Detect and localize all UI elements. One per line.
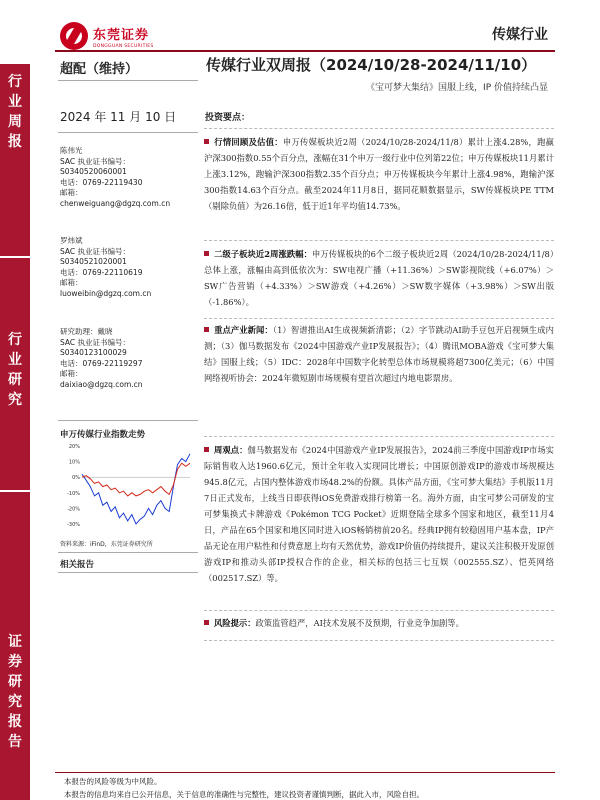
analyst-phone: 电话：0769-22110619 <box>60 267 143 277</box>
bullet-text: 申万传媒板块近2周（2024/10/28-2024/11/8）累计上涨4.28%，跑赢沪深300指数0.55个百分点，涨幅在31个申万一级行业中位列第22位；申万传媒板块11月累计上涨3.12%，跑输沪深300指数2.35个百分点；申万传媒板块今年累计上涨4.98%，跑输沪深300指数14.63个百分点。截至2024年11月8日，据同花顺数据显示，SW传媒板块PE TTM（剔除负值）为26.16倍，低于近1年平均值14.73%。 <box>204 137 554 211</box>
company-logo <box>60 22 154 50</box>
bullet-text: （1）智谱推出AI生成视频新清影；（2）字节跳动AI助手豆包开启视频生成内测；（3）伽马数据发布《2024中国游戏产业IP发展报告》；（4）腾讯MOBA游戏《宝可梦大集结》国服上线；（5）IDC：2028年中国数字化转型总体市场规模将超7300亿美元；（6）中国网络视听协会：2024年微短剧市场规模有望首次超过内地电影票房。 <box>204 325 554 383</box>
sidebar-tag-industry-research <box>0 258 30 490</box>
related-divider <box>58 552 198 553</box>
section-divider <box>204 240 554 241</box>
analyst-name: 陈伟光 <box>60 146 83 155</box>
sidebar-char: 券 <box>8 654 22 670</box>
sidebar-char: 行 <box>8 74 22 90</box>
bullet-label: 二级子板块近2周涨跌幅： <box>214 249 312 259</box>
sidebar-char: 研 <box>8 674 22 690</box>
chart-title: 申万传媒行业指数走势 <box>60 430 146 440</box>
analyst-email[interactable]: chenweiguang@dgzq.com.cn <box>60 198 171 208</box>
related-underline <box>58 572 198 573</box>
sidebar-char: 究 <box>8 694 22 710</box>
sidebar-char: 业 <box>8 352 22 368</box>
section-divider <box>204 318 554 319</box>
analyst-cert-label: SAC 执业证书编号： <box>60 156 131 166</box>
industry-label: 传媒行业 <box>492 27 548 43</box>
page-title: 传媒行业双周报（2024/10/28-2024/11/10） <box>206 56 537 74</box>
analyst-email[interactable]: luoweibin@dgzq.com.cn <box>60 288 152 298</box>
rating-divider <box>58 80 198 81</box>
chart-divider <box>58 420 198 421</box>
bullet-square-icon <box>204 620 209 625</box>
footer-risk-level: 本报告的风险等级为中风险。 <box>64 777 162 786</box>
analyst-cert-label: SAC 执业证书编号： <box>60 337 131 347</box>
analyst-block <box>60 327 143 390</box>
bullet-square-icon <box>204 327 209 332</box>
analyst-email-label: 邮箱： <box>60 188 83 197</box>
sidebar-char: 报 <box>8 714 22 730</box>
analyst-block <box>60 146 170 209</box>
sidebar-char: 周 <box>8 114 22 130</box>
section-divider <box>204 610 554 611</box>
bullet-label: 重点产业新闻： <box>214 325 273 335</box>
bullet-text: 申万传媒板块的6个二级子板块近2周（2024/10/28-2024/11/8）总体上涨，涨幅由高到低依次为：SW电视广播（+11.36%）＞SW影视院线（+6.07%）＞SW广告营销（+4.33%）＞SW游戏（+4.26%）＞SW数字媒体（+3.98%）＞SW出版（-1.86%）。 <box>204 249 555 307</box>
analyst-cert: S0340521020001 <box>60 257 127 266</box>
analyst-email-label: 邮箱： <box>60 278 83 287</box>
analyst-name: 罗炜斌 <box>60 236 83 245</box>
rating: 超配（维持） <box>60 62 139 77</box>
date-divider <box>58 132 198 133</box>
sidebar-char: 证 <box>8 634 22 650</box>
bullet-weekly-view <box>204 442 554 586</box>
bullet-square-icon <box>204 447 209 452</box>
bullet-square-icon <box>204 139 209 144</box>
logo-text-cn: 东莞证券 <box>93 27 150 43</box>
logo-text-en: DONGGUAN SECURITIES <box>93 43 154 49</box>
bullet-label: 周观点： <box>214 445 248 455</box>
key-points-heading: 投资要点： <box>205 113 251 123</box>
series-line-沪深300 <box>82 463 190 496</box>
y-tick-label: -30% <box>67 522 80 528</box>
chart-svg <box>60 442 195 538</box>
sidebar-tag-weekly <box>0 64 30 256</box>
bullet-sub-sector <box>204 246 554 310</box>
header-divider <box>55 50 555 52</box>
sidebar-char: 研 <box>8 372 22 388</box>
footer-disclaimer: 本报告的信息均来自已公开信息，关于信息的准确性与完整性，建议投资者谨慎判断，据此入市，风险自担。 <box>64 790 424 799</box>
analyst-cert: S0340123100029 <box>60 348 127 357</box>
analyst-email[interactable]: daixiao@dgzq.com.cn <box>60 379 143 389</box>
series-line-申万传媒 <box>82 454 190 524</box>
y-tick-label: 10% <box>68 459 80 466</box>
y-tick-label: -20% <box>67 506 80 513</box>
page-subtitle: 《宝可梦大集结》国服上线，IP 价值持续凸显 <box>366 83 548 93</box>
sidebar-char: 告 <box>8 734 22 750</box>
logo-mark-icon <box>60 22 88 50</box>
analyst-phone: 电话：0769-22119430 <box>60 177 143 187</box>
section-divider <box>204 640 554 641</box>
analyst-email-label: 邮箱： <box>60 369 83 378</box>
report-date: 2024 年 11 月 10 日 <box>60 110 177 124</box>
index-trend-chart <box>60 442 195 538</box>
section-divider <box>204 436 554 437</box>
chart-source: 资料来源：iFinD，东莞证券研究所 <box>60 541 153 548</box>
analyst-block <box>60 236 151 299</box>
sidebar-char: 究 <box>8 392 22 408</box>
y-tick-label: -10% <box>67 490 80 497</box>
section-divider <box>204 128 554 129</box>
bullet-market-review <box>204 134 554 214</box>
analyst-name: 研究助理：戴晓 <box>60 327 113 336</box>
y-tick-label: 0% <box>72 475 80 482</box>
sidebar-char: 业 <box>8 94 22 110</box>
y-tick-label: 20% <box>68 444 80 450</box>
bullet-text: 政策监管趋严，AI技术发展不及预期，行业竞争加剧等。 <box>255 618 464 628</box>
related-reports-heading: 相关报告 <box>60 560 95 570</box>
bullet-industry-news <box>204 322 554 386</box>
bullet-label: 风险提示： <box>214 618 256 628</box>
sidebar-char: 行 <box>8 332 22 348</box>
bullet-text: 伽马数据发布《2024中国游戏产业IP发展报告》，2024前三季度中国游戏IP市场实际销售收入达1960.6亿元，预计全年收入实现同比增长；中国原创游戏IP的游戏市场规模达945.8亿元，占国内整体游戏市场48.2%的份额。具体产品方面，《宝可梦大集结》手机版11月7日正式发布，上线当日即获得iOS免费游戏排行榜第一名。海外方面，由宝可梦公司研发的宝可梦集换式卡牌游戏《Pokémon TCG Pocket》近期登陆全球多个国家和地区，截至11月4日，产品在65个国家和地区同时进入iOS畅销榜前20名。经典IP拥有较稳固用户基本盘，IP产品无论在用户粘性和付费意愿上均有天然优势，游戏IP价值仍持续提升，建议关注积极开发原创游戏IP和推动头部IP授权合作的企业，相关标的包括三七互娱（002555.SZ）、恺英网络（002517.SZ）等。 <box>204 445 554 583</box>
sidebar-tag-securities-report <box>0 492 30 800</box>
analyst-cert-label: SAC 执业证书编号： <box>60 246 131 256</box>
bullet-square-icon <box>204 251 209 256</box>
analyst-cert: S0340520060001 <box>60 167 127 176</box>
analyst-phone: 电话：0769-22119297 <box>60 358 143 368</box>
footer-divider <box>55 772 555 773</box>
bullet-label: 行情回顾及估值： <box>214 137 283 147</box>
bullet-risk <box>204 615 554 631</box>
sidebar-char: 报 <box>8 134 22 150</box>
